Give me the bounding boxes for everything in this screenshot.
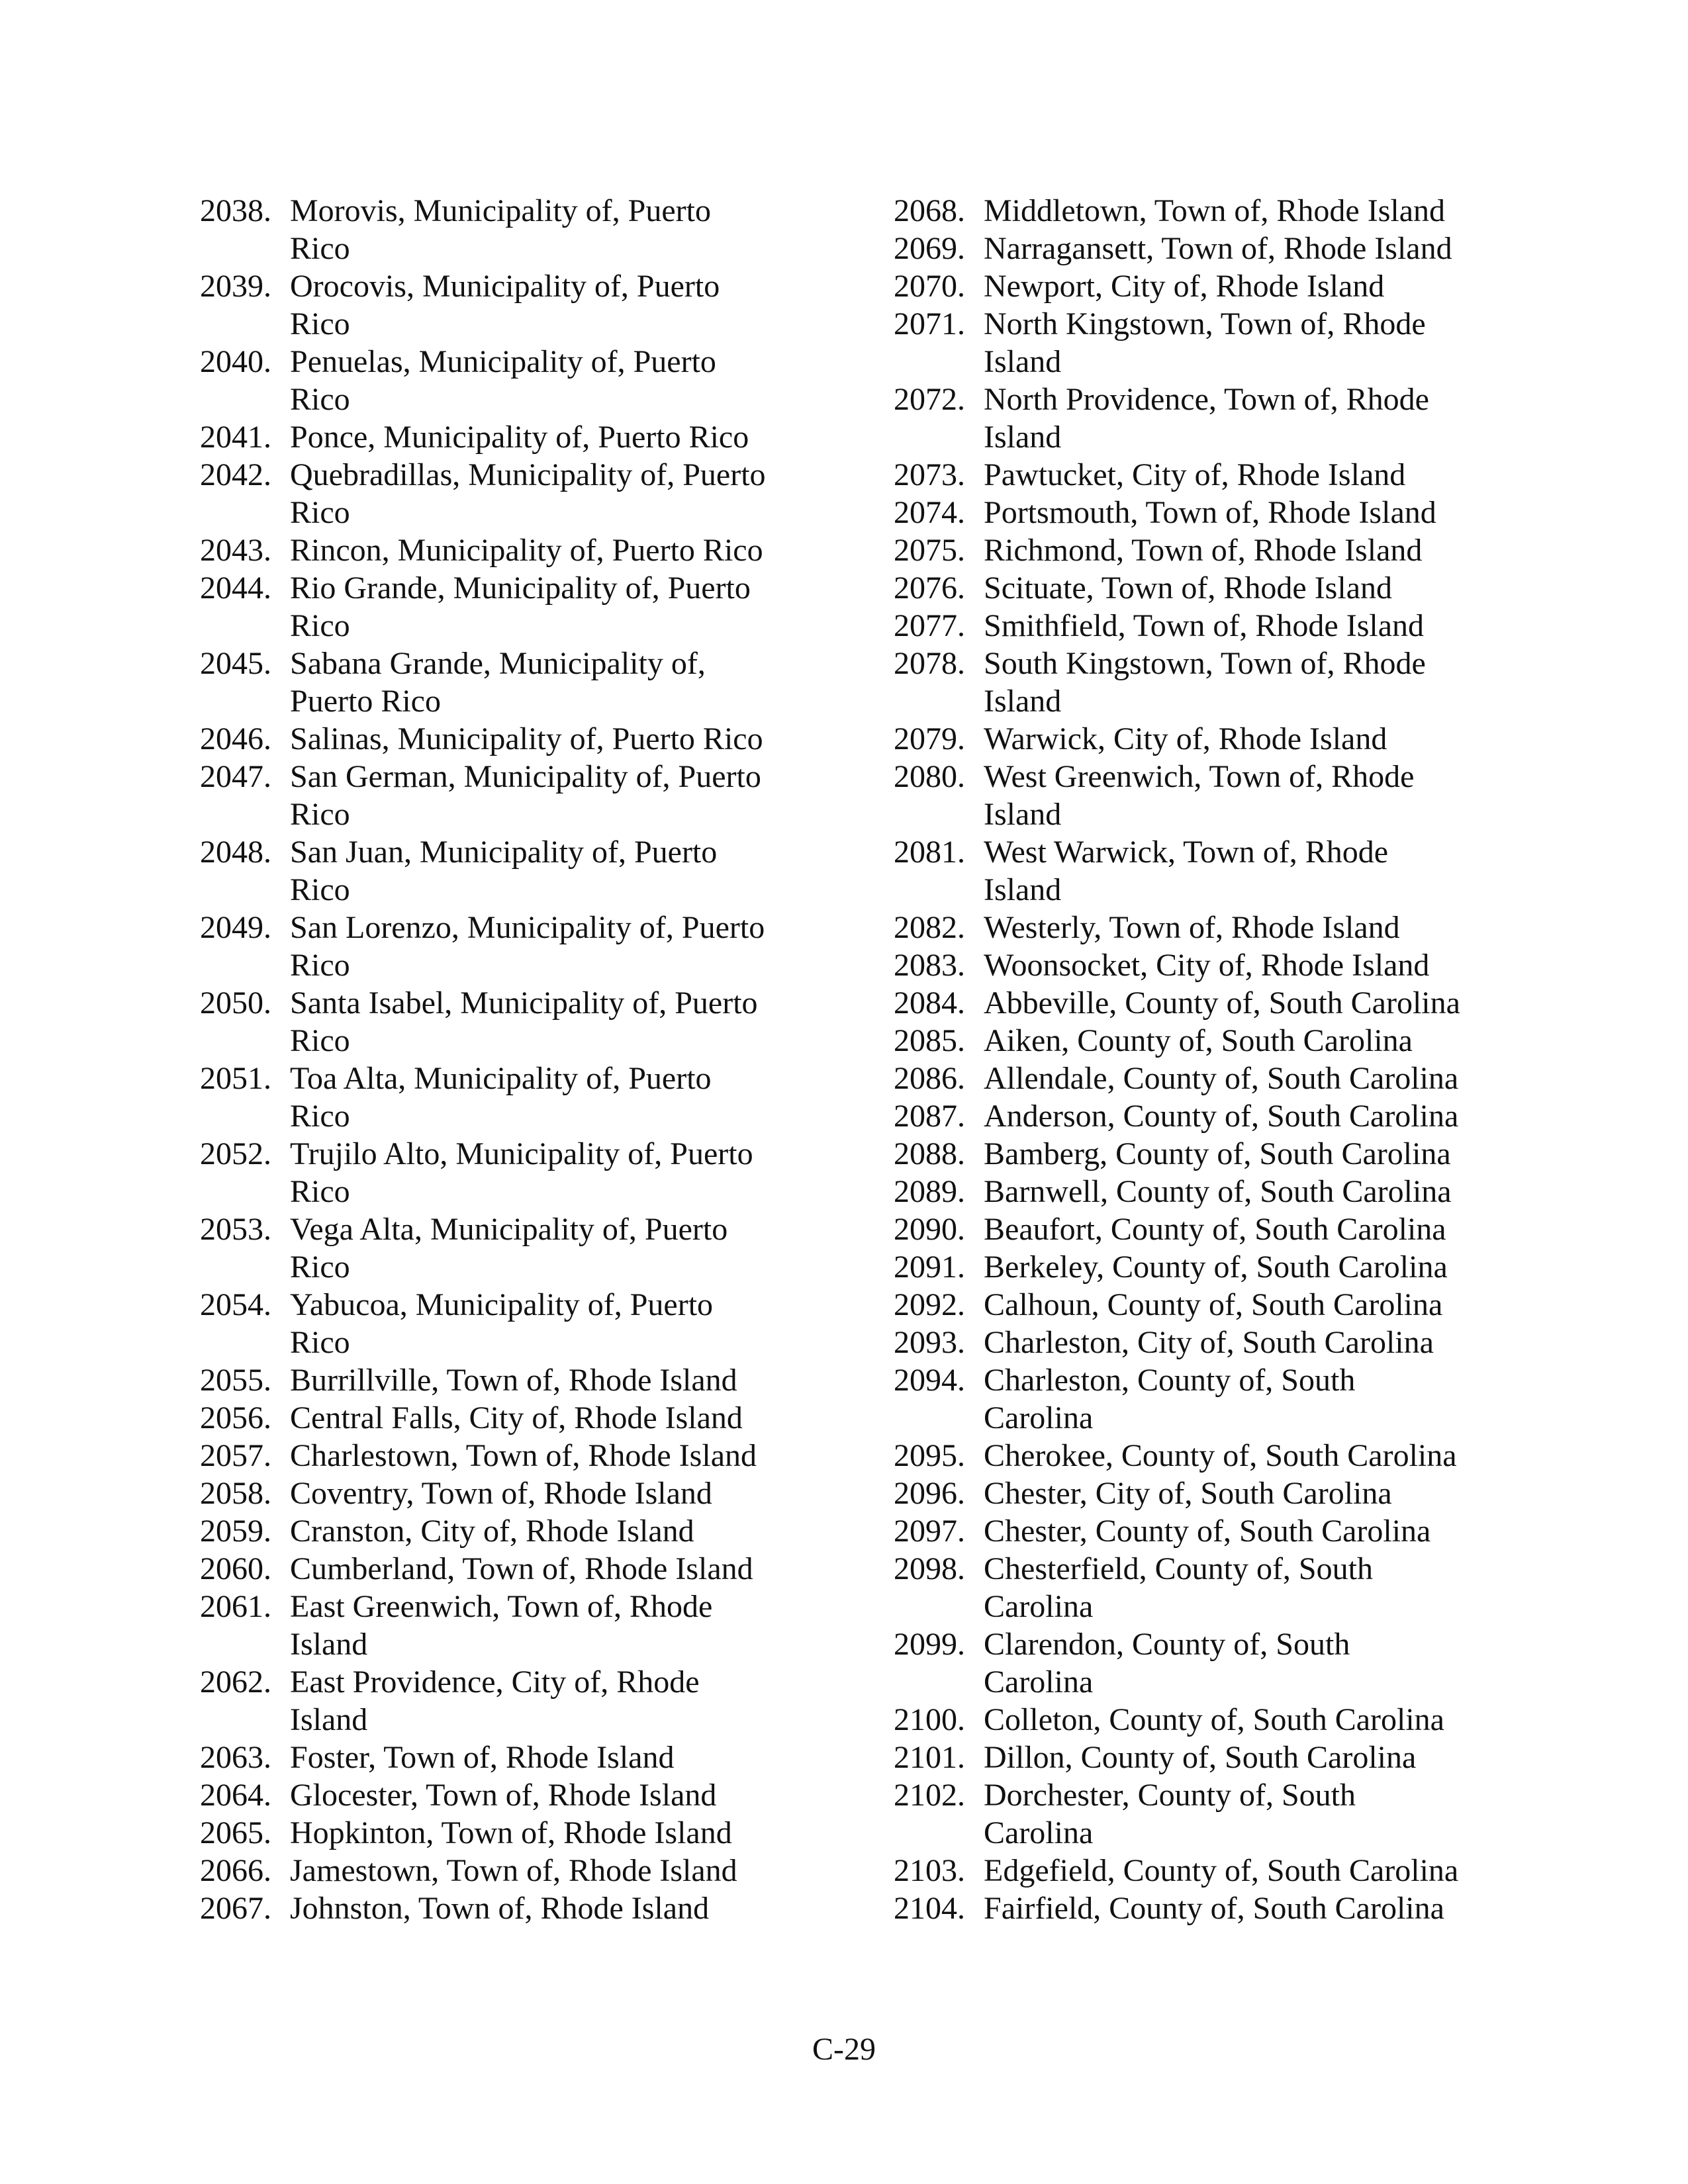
item-number: 2097. <box>894 1514 965 1549</box>
item-text: Allendale, County of, South Carolina <box>984 1061 1459 1096</box>
list-item <box>886 946 1521 984</box>
item-number: 2087. <box>894 1099 965 1134</box>
list-item <box>886 1135 1521 1173</box>
item-number: 2071. <box>894 306 965 341</box>
list-item <box>886 1210 1521 1248</box>
list-item <box>886 1437 1521 1475</box>
list-item <box>192 1361 827 1399</box>
list-item <box>192 1739 827 1776</box>
item-number: 2091. <box>894 1250 965 1285</box>
item-number: 2056. <box>200 1400 271 1435</box>
item-text: Fairfield, County of, South Carolina <box>984 1891 1444 1926</box>
item-text: Clarendon, County of, South Carolina <box>984 1627 1350 1700</box>
item-number: 2092. <box>894 1287 965 1322</box>
item-text: Cumberland, Town of, Rhode Island <box>290 1551 753 1586</box>
item-number: 2049. <box>200 910 271 945</box>
item-number: 2054. <box>200 1287 271 1322</box>
item-text: Aiken, County of, South Carolina <box>984 1023 1413 1058</box>
item-text: Smithfield, Town of, Rhode Island <box>984 608 1425 643</box>
list-item <box>192 1210 827 1286</box>
item-text: Charlestown, Town of, Rhode Island <box>290 1438 757 1473</box>
item-text: Salinas, Municipality of, Puerto Rico <box>290 721 763 756</box>
item-number: 2055. <box>200 1363 271 1398</box>
item-number: 2090. <box>894 1212 965 1247</box>
list-item <box>886 1248 1521 1286</box>
item-text: Calhoun, County of, South Carolina <box>984 1287 1443 1322</box>
list-item <box>886 1550 1521 1625</box>
item-number: 2061. <box>200 1589 271 1624</box>
list-item <box>886 381 1521 456</box>
list-item <box>192 1814 827 1852</box>
list-item <box>886 1060 1521 1097</box>
list-item <box>192 418 827 456</box>
item-number: 2084. <box>894 985 965 1021</box>
list-item <box>886 1475 1521 1512</box>
list-item <box>886 1361 1521 1437</box>
item-number: 2096. <box>894 1476 965 1511</box>
entity-list-left-column <box>192 192 827 1927</box>
item-text: Bamberg, County of, South Carolina <box>984 1136 1451 1171</box>
item-number: 2076. <box>894 570 965 606</box>
item-text: Barnwell, County of, South Carolina <box>984 1174 1452 1209</box>
item-number: 2067. <box>200 1891 271 1926</box>
item-text: Abbeville, County of, South Carolina <box>984 985 1460 1021</box>
item-number: 2059. <box>200 1514 271 1549</box>
list-item <box>886 833 1521 909</box>
list-item <box>192 1663 827 1739</box>
item-text: San German, Municipality of, Puerto Rico <box>290 759 761 832</box>
item-number: 2072. <box>894 382 965 417</box>
item-text: Trujilo Alto, Municipality of, Puerto Rico <box>290 1136 753 1209</box>
item-text: North Kingstown, Town of, Rhode Island <box>984 306 1426 379</box>
list-item <box>886 1776 1521 1852</box>
item-text: Glocester, Town of, Rhode Island <box>290 1778 717 1813</box>
item-text: Warwick, City of, Rhode Island <box>984 721 1387 756</box>
item-text: Jamestown, Town of, Rhode Island <box>290 1853 737 1888</box>
item-number: 2050. <box>200 985 271 1021</box>
item-text: Richmond, Town of, Rhode Island <box>984 533 1423 568</box>
item-number: 2078. <box>894 646 965 681</box>
item-number: 2051. <box>200 1061 271 1096</box>
item-number: 2070. <box>894 269 965 304</box>
item-number: 2053. <box>200 1212 271 1247</box>
item-number: 2089. <box>894 1174 965 1209</box>
list-item <box>192 1512 827 1550</box>
item-number: 2099. <box>894 1627 965 1662</box>
list-item <box>886 267 1521 305</box>
list-item <box>192 758 827 833</box>
list-item <box>886 1739 1521 1776</box>
item-text: Sabana Grande, Municipality of, Puerto Rico <box>290 646 706 719</box>
list-item <box>886 494 1521 531</box>
item-number: 2069. <box>894 231 965 266</box>
list-item <box>192 645 827 720</box>
item-number: 2052. <box>200 1136 271 1171</box>
item-text: Dillon, County of, South Carolina <box>984 1740 1417 1775</box>
list-item <box>192 1475 827 1512</box>
item-number: 2048. <box>200 835 271 870</box>
item-text: Penuelas, Municipality of, Puerto Rico <box>290 344 716 417</box>
item-text: Chester, City of, South Carolina <box>984 1476 1392 1511</box>
item-text: North Providence, Town of, Rhode Island <box>984 382 1429 455</box>
item-text: Quebradillas, Municipality of, Puerto Rico <box>290 457 766 530</box>
item-text: Toa Alta, Municipality of, Puerto Rico <box>290 1061 712 1134</box>
list-item <box>886 456 1521 494</box>
item-text: Middletown, Town of, Rhode Island <box>984 193 1446 228</box>
item-number: 2081. <box>894 835 965 870</box>
list-item <box>886 758 1521 833</box>
item-number: 2046. <box>200 721 271 756</box>
item-text: Orocovis, Municipality of, Puerto Rico <box>290 269 720 341</box>
list-item <box>192 531 827 569</box>
list-item <box>192 267 827 343</box>
item-text: Portsmouth, Town of, Rhode Island <box>984 495 1436 530</box>
list-item <box>192 343 827 418</box>
item-number: 2058. <box>200 1476 271 1511</box>
list-item <box>192 1588 827 1663</box>
item-number: 2095. <box>894 1438 965 1473</box>
item-number: 2101. <box>894 1740 965 1775</box>
item-number: 2100. <box>894 1702 965 1737</box>
list-item <box>192 1135 827 1210</box>
list-item <box>192 1399 827 1437</box>
list-item <box>192 720 827 758</box>
item-text: East Greenwich, Town of, Rhode Island <box>290 1589 713 1662</box>
item-text: San Lorenzo, Municipality of, Puerto Rico <box>290 910 765 983</box>
list-item <box>192 984 827 1060</box>
item-number: 2103. <box>894 1853 965 1888</box>
item-number: 2086. <box>894 1061 965 1096</box>
item-number: 2045. <box>200 646 271 681</box>
list-item <box>192 569 827 645</box>
list-item <box>192 909 827 984</box>
item-text: Newport, City of, Rhode Island <box>984 269 1385 304</box>
list-item <box>886 305 1521 381</box>
list-item <box>192 1060 827 1135</box>
item-text: Anderson, County of, South Carolina <box>984 1099 1459 1134</box>
item-text: Rincon, Municipality of, Puerto Rico <box>290 533 763 568</box>
item-number: 2043. <box>200 533 271 568</box>
list-item <box>886 1173 1521 1210</box>
item-text: Vega Alta, Municipality of, Puerto Rico <box>290 1212 728 1285</box>
list-item <box>886 645 1521 720</box>
item-number: 2042. <box>200 457 271 492</box>
list-item <box>886 909 1521 946</box>
item-text: Chesterfield, County of, South Carolina <box>984 1551 1373 1624</box>
item-number: 2062. <box>200 1664 271 1700</box>
item-number: 2077. <box>894 608 965 643</box>
list-item <box>192 1286 827 1361</box>
item-number: 2073. <box>894 457 965 492</box>
item-text: Woonsocket, City of, Rhode Island <box>984 948 1430 983</box>
item-number: 2093. <box>894 1325 965 1360</box>
item-number: 2075. <box>894 533 965 568</box>
item-text: Berkeley, County of, South Carolina <box>984 1250 1448 1285</box>
list-item <box>192 1852 827 1889</box>
item-text: Cranston, City of, Rhode Island <box>290 1514 694 1549</box>
item-number: 2088. <box>894 1136 965 1171</box>
item-text: Santa Isabel, Municipality of, Puerto Rico <box>290 985 758 1058</box>
item-text: Narragansett, Town of, Rhode Island <box>984 231 1452 266</box>
list-item <box>886 230 1521 267</box>
list-item <box>192 1776 827 1814</box>
item-text: East Providence, City of, Rhode Island <box>290 1664 700 1737</box>
list-item <box>192 1437 827 1475</box>
item-number: 2066. <box>200 1853 271 1888</box>
list-item <box>886 1625 1521 1701</box>
list-item <box>886 192 1521 230</box>
list-item <box>886 607 1521 645</box>
item-text: West Greenwich, Town of, Rhode Island <box>984 759 1415 832</box>
list-item <box>886 1889 1521 1927</box>
item-number: 2038. <box>200 193 271 228</box>
item-number: 2065. <box>200 1815 271 1850</box>
item-number: 2057. <box>200 1438 271 1473</box>
item-number: 2098. <box>894 1551 965 1586</box>
item-text: Cherokee, County of, South Carolina <box>984 1438 1457 1473</box>
list-item <box>192 833 827 909</box>
item-text: Ponce, Municipality of, Puerto Rico <box>290 420 749 455</box>
item-number: 2074. <box>894 495 965 530</box>
item-number: 2040. <box>200 344 271 379</box>
item-number: 2082. <box>894 910 965 945</box>
item-text: Edgefield, County of, South Carolina <box>984 1853 1459 1888</box>
item-text: Hopkinton, Town of, Rhode Island <box>290 1815 732 1850</box>
item-text: Beaufort, County of, South Carolina <box>984 1212 1446 1247</box>
item-text: Colleton, County of, South Carolina <box>984 1702 1444 1737</box>
item-number: 2085. <box>894 1023 965 1058</box>
item-number: 2060. <box>200 1551 271 1586</box>
item-number: 2104. <box>894 1891 965 1926</box>
list-item <box>192 456 827 531</box>
item-number: 2080. <box>894 759 965 794</box>
item-number: 2047. <box>200 759 271 794</box>
list-item <box>192 192 827 267</box>
list-item <box>886 1701 1521 1739</box>
list-item <box>886 720 1521 758</box>
list-item <box>886 1022 1521 1060</box>
item-text: Pawtucket, City of, Rhode Island <box>984 457 1406 492</box>
item-text: Foster, Town of, Rhode Island <box>290 1740 675 1775</box>
item-text: Johnston, Town of, Rhode Island <box>290 1891 710 1926</box>
item-number: 2039. <box>200 269 271 304</box>
page-number: C-29 <box>812 2032 876 2067</box>
item-text: Rio Grande, Municipality of, Puerto Rico <box>290 570 751 643</box>
entity-list-right-column <box>886 192 1521 1927</box>
item-number: 2083. <box>894 948 965 983</box>
item-text: Morovis, Municipality of, Puerto Rico <box>290 193 711 266</box>
item-text: San Juan, Municipality of, Puerto Rico <box>290 835 718 907</box>
list-item <box>886 1512 1521 1550</box>
item-text: Scituate, Town of, Rhode Island <box>984 570 1392 606</box>
list-item <box>886 1097 1521 1135</box>
item-text: West Warwick, Town of, Rhode Island <box>984 835 1389 907</box>
item-number: 2044. <box>200 570 271 606</box>
item-number: 2094. <box>894 1363 965 1398</box>
item-text: Coventry, Town of, Rhode Island <box>290 1476 712 1511</box>
list-item <box>886 569 1521 607</box>
item-text: Chester, County of, South Carolina <box>984 1514 1431 1549</box>
item-text: Central Falls, City of, Rhode Island <box>290 1400 743 1435</box>
list-item <box>192 1550 827 1588</box>
item-text: Yabucoa, Municipality of, Puerto Rico <box>290 1287 714 1360</box>
list-item <box>886 1286 1521 1324</box>
item-number: 2064. <box>200 1778 271 1813</box>
item-number: 2102. <box>894 1778 965 1813</box>
list-item <box>886 1324 1521 1361</box>
item-text: Charleston, City of, South Carolina <box>984 1325 1434 1360</box>
item-number: 2068. <box>894 193 965 228</box>
item-number: 2079. <box>894 721 965 756</box>
item-number: 2041. <box>200 420 271 455</box>
list-item <box>192 1889 827 1927</box>
item-text: Burrillville, Town of, Rhode Island <box>290 1363 737 1398</box>
list-item <box>886 984 1521 1022</box>
item-text: South Kingstown, Town of, Rhode Island <box>984 646 1426 719</box>
item-text: Dorchester, County of, South Carolina <box>984 1778 1356 1850</box>
item-number: 2063. <box>200 1740 271 1775</box>
item-text: Charleston, County of, South Carolina <box>984 1363 1356 1435</box>
item-text: Westerly, Town of, Rhode Island <box>984 910 1400 945</box>
list-item <box>886 531 1521 569</box>
list-item <box>886 1852 1521 1889</box>
